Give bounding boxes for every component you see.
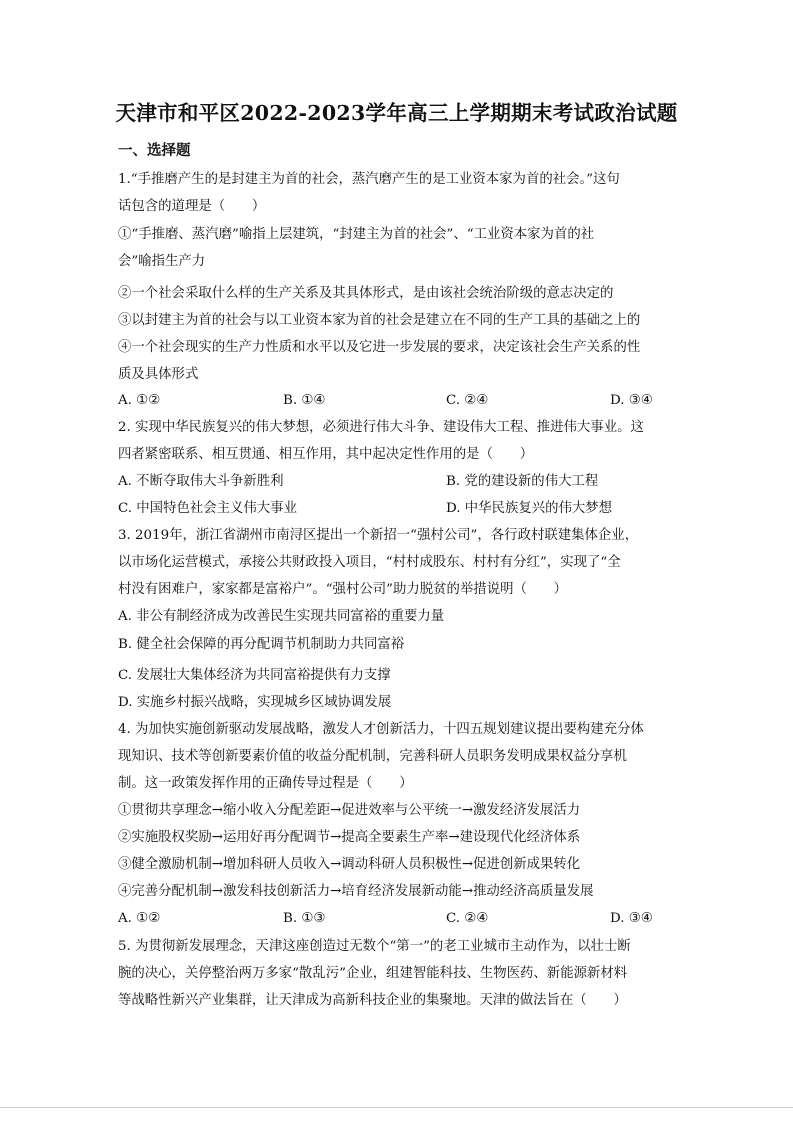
q4-option-c: C. ②④ [446,911,489,926]
q1-option-b: B. ①④ [283,393,326,408]
q2-option-d: D. 中华民族复兴的伟大梦想 [446,501,613,516]
section-heading: 一、选择题 [118,142,191,159]
q1-statement: ③以封建主为首的社会与以工业资本家为首的社会是建立在不同的生产工具的基础之上的 [118,313,641,328]
q3-option-a: A. 非公有制经济成为改善民生实现共同富裕的重要力量 [118,609,445,624]
q4-statement: ④完善分配机制→激发科技创新活力→培育经济发展新动能→推动经济高质量发展 [118,884,594,899]
q2-option-a: A. 不断夺取伟大斗争新胜利 [118,474,284,489]
q1-statement: ①“手推磨、蒸汽磨”喻指上层建筑，“封建主为首的社会”、“工业资本家为首的社 [118,227,595,242]
q4-stem-line: 现知识、技术等创新要素价值的收益分配机制，完善科研人员职务发明成果权益分享机 [118,749,627,764]
q4-stem-line: 4. 为加快实施创新驱动发展战略，激发人才创新活力，十四五规划建议提出要构建充分体 [118,722,644,737]
page-title: 天津市和平区2022-2023学年高三上学期期末考试政治试题 [115,101,678,125]
page-bottom-divider [0,1107,793,1108]
q5-stem-line: 等战略性新兴产业集群，让天津成为高新科技企业的集聚地。天津的做法旨在（ ） [118,993,627,1008]
q4-statement: ③健全激励机制→增加科研人员收入→调动科研人员积极性→促进创新成果转化 [118,857,581,872]
q4-statement: ①贯彻共享理念→缩小收入分配差距→促进效率与公平统一→激发经济发展活力 [118,803,581,818]
q1-statement: ②一个社会采取什么样的生产关系及其具体形式，是由该社会统治阶级的意志决定的 [118,286,614,301]
q2-option-c: C. 中国特色社会主义伟大事业 [118,501,297,516]
q2-option-b: B. 党的建设新的伟大工程 [446,474,599,489]
q4-option-a: A. ①② [118,911,161,926]
q3-option-b: B. 健全社会保障的再分配调节机制助力共同富裕 [118,637,405,652]
q1-statement: 质及具体形式 [118,367,199,382]
q2-stem-line: 2. 实现中华民族复兴的伟大梦想，必须进行伟大斗争、建设伟大工程、推进伟大事业。这 [118,420,644,435]
q1-option-c: C. ②④ [446,393,489,408]
q4-option-b: B. ①③ [283,911,326,926]
q3-option-d: D. 实施乡村振兴战略，实现城乡区域协调发展 [118,695,392,710]
q3-stem-line: 村没有困难户，家家都是富裕户”。“强村公司”助力脱贫的举措说明（ ） [118,582,568,597]
q1-stem-line: 1.“手推磨产生的是封建主为首的社会，蒸汽磨产生的是工业资本家为首的社会。”这句 [118,172,620,187]
q1-statement: 会”喻指生产力 [118,254,206,269]
q4-option-d: D. ③④ [610,911,653,926]
q4-stem-line: 制。这一政策发挥作用的正确传导过程是（ ） [118,776,413,791]
q5-stem-line: 腕的决心，关停整治两万多家“散乱污”企业，组建智能科技、生物医药、新能源新材料 [118,966,628,981]
q3-stem-line: 以市场化运营模式，承接公共财政投入项目，“村村成股东、村村有分红”，实现了“全 [118,555,621,570]
q2-stem-line: 四者紧密联系、相互贯通、相互作用，其中起决定性作用的是（ ） [118,447,534,462]
q4-statement: ②实施股权奖励→运用好再分配调节→提高全要素生产率→建设现代化经济体系 [118,830,581,845]
q1-statement: ④一个社会现实的生产力性质和水平以及它进一步发展的要求，决定该社会生产关系的性 [118,340,641,355]
q1-option-a: A. ①② [118,393,161,408]
q1-stem-line: 话包含的道理是（ ） [118,199,266,214]
q5-stem-line: 5. 为贯彻新发展理念，天津这座创造过无数个“第一”的老工业城市主动作为，以壮士断 [118,939,631,954]
q3-stem-line: 3. 2019年，浙江省湖州市南浔区提出一个新招一“强村公司”，各行政村联建集体企业， [118,528,639,543]
q3-option-c: C. 发展壮大集体经济为共同富裕提供有力支撑 [118,668,391,683]
q1-option-d: D. ③④ [610,393,653,408]
